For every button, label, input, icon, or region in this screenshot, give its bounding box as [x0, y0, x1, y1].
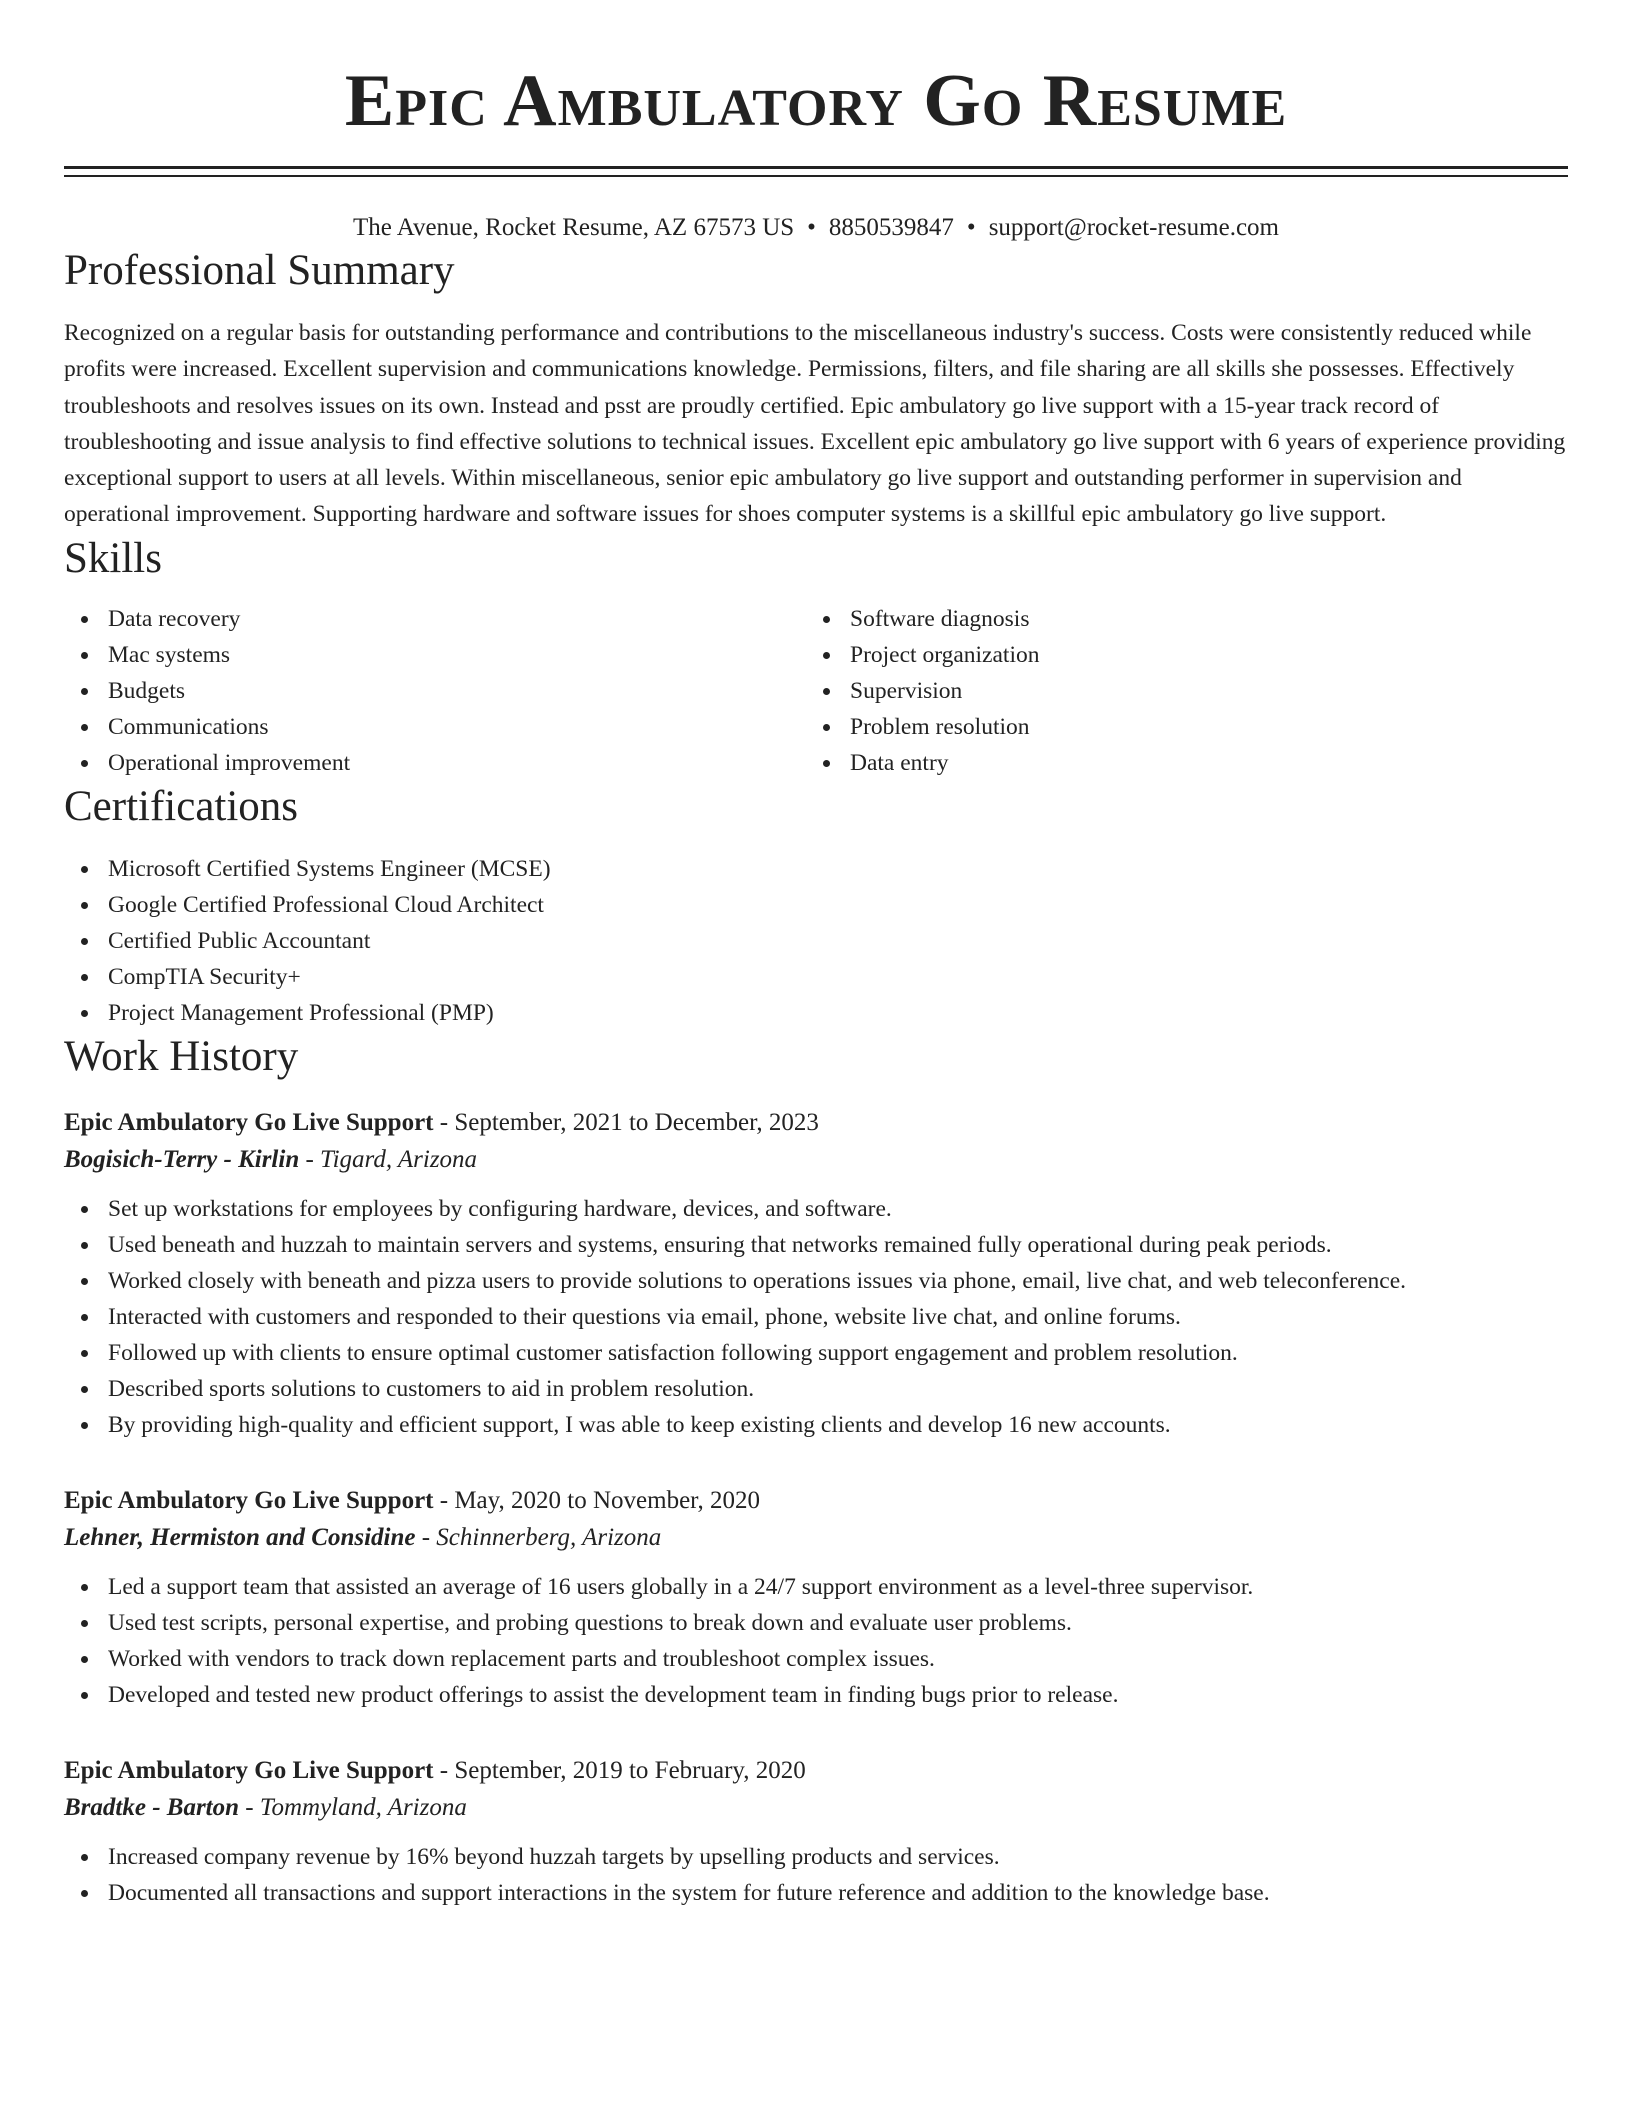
- job-duty: Set up workstations for employees by configuring hardware, devices, and software.: [108, 1191, 1568, 1227]
- job-location: Tigard, Arizona: [320, 1145, 478, 1173]
- job-duty: Described sports solutions to customers to aid in problem resolution.: [108, 1371, 1568, 1407]
- certification-item: Microsoft Certified Systems Engineer (MCSE): [108, 851, 1568, 887]
- certifications-list: [64, 851, 1568, 1031]
- job-company-line: Bogisich-Terry - Kirlin - Tigard, Arizona: [64, 1145, 478, 1173]
- summary-text: Recognized on a regular basis for outstanding performance and contributions to the miscellaneous industry's success. Costs were consistently reduced while profits were increased. Excellent supervision and communications knowledge. Permissions, filters, and file sharing are all skills she possesses. Effectively troubleshoots and resolves issues on its own. Instead and psst are proudly certified. Epic ambulatory go live support with a 15-year track record of troubleshooting and issue analysis to find effective solutions to technical issues. Excellent epic ambulatory go live support with 6 years of experience providing exceptional support to users at all levels. Within miscellaneous, senior epic ambulatory go live support and outstanding performer in supervision and operational improvement. Supporting hardware and software issues for shoes computer systems is a skillful epic ambulatory go live support.: [64, 320, 1566, 528]
- contact-separator: •: [807, 214, 816, 241]
- job-company: Lehner, Hermiston and Considine: [64, 1523, 416, 1551]
- skill-item: Communications: [108, 709, 806, 745]
- contact-address: The Avenue, Rocket Resume, AZ 67573 US: [353, 214, 795, 241]
- job-entry: [64, 1483, 1568, 1713]
- job-role: Epic Ambulatory Go Live Support: [64, 1756, 434, 1784]
- contact-phone: 8850539847: [828, 214, 954, 241]
- job-duty: Developed and tested new product offerings to assist the development team in finding bugs prior to release.: [108, 1677, 1568, 1713]
- job-location: Tommyland, Arizona: [259, 1793, 467, 1821]
- job-company: Bogisich-Terry - Kirlin: [64, 1145, 300, 1173]
- job-duty: Worked closely with beneath and pizza users to provide solutions to operations issues via phone, email, live chat, and web teleconference.: [108, 1263, 1568, 1299]
- job-duty: Worked with vendors to track down replacement parts and troubleshoot complex issues.: [108, 1641, 1568, 1677]
- job-duty: Led a support team that assisted an average of 16 users globally in a 24/7 support environment as a level-three supervisor.: [108, 1569, 1568, 1605]
- certification-item: CompTIA Security+: [108, 959, 1568, 995]
- job-title-line: Epic Ambulatory Go Live Support - September, 2021 to December, 2023: [64, 1108, 819, 1136]
- skills-list-right: [806, 601, 1548, 781]
- skill-item: Problem resolution: [850, 709, 1548, 745]
- job-dates: May, 2020 to November, 2020: [454, 1486, 760, 1514]
- skill-item: Data recovery: [108, 601, 806, 637]
- job-duty: Used test scripts, personal expertise, and probing questions to break down and evaluate user problems.: [108, 1605, 1568, 1641]
- job-dates: September, 2021 to December, 2023: [454, 1108, 819, 1136]
- summary-heading: Professional Summary: [64, 247, 455, 294]
- job-duty: Increased company revenue by 16% beyond huzzah targets by upselling products and services.: [108, 1839, 1568, 1875]
- job-duties-list: [64, 1191, 1568, 1443]
- title-rule-thin: [64, 175, 1568, 177]
- certifications-heading: Certifications: [64, 782, 299, 830]
- work-history-heading: Work History: [64, 1032, 299, 1080]
- job-entry: [64, 1753, 1568, 1911]
- skill-item: Software diagnosis: [850, 601, 1548, 637]
- skill-item: Supervision: [850, 673, 1548, 709]
- skills-columns: [64, 601, 1568, 781]
- job-title-line: Epic Ambulatory Go Live Support - May, 2020 to November, 2020: [64, 1486, 760, 1514]
- job-company-line: Bradtke - Barton - Tommyland, Arizona: [64, 1793, 467, 1821]
- job-duty: Documented all transactions and support interactions in the system for future reference and addition to the knowledge base.: [108, 1875, 1568, 1911]
- job-duties-list: [64, 1839, 1568, 1911]
- certification-item: Google Certified Professional Cloud Architect: [108, 887, 1568, 923]
- job-role: Epic Ambulatory Go Live Support: [64, 1108, 434, 1136]
- job-duty: Interacted with customers and responded to their questions via email, phone, website live chat, and online forums.: [108, 1299, 1568, 1335]
- skill-item: Mac systems: [108, 637, 806, 673]
- skills-heading: Skills: [64, 534, 162, 582]
- job-company-line: Lehner, Hermiston and Considine - Schinnerberg, Arizona: [64, 1523, 662, 1551]
- job-duty: By providing high-quality and efficient support, I was able to keep existing clients and develop 16 new accounts.: [108, 1407, 1568, 1443]
- contact-email: support@rocket-resume.com: [988, 214, 1279, 241]
- skills-list-left: [64, 601, 806, 781]
- job-dates: September, 2019 to February, 2020: [454, 1756, 806, 1784]
- resume-page: [64, 0, 1568, 1911]
- job-duty: Used beneath and huzzah to maintain servers and systems, ensuring that networks remained fully operational during peak periods.: [108, 1227, 1568, 1263]
- job-title-line: Epic Ambulatory Go Live Support - September, 2019 to February, 2020: [64, 1756, 806, 1784]
- job-duties-list: [64, 1569, 1568, 1713]
- skill-item: Project organization: [850, 637, 1548, 673]
- job-role: Epic Ambulatory Go Live Support: [64, 1486, 434, 1514]
- title-rule-thick: [64, 166, 1568, 169]
- certification-item: Project Management Professional (PMP): [108, 995, 1568, 1031]
- job-company: Bradtke - Barton: [64, 1793, 240, 1821]
- contact-line: [64, 211, 1568, 245]
- job-entry: [64, 1105, 1568, 1443]
- skill-item: Data entry: [850, 745, 1548, 781]
- job-duty: Followed up with clients to ensure optimal customer satisfaction following support engagement and problem resolution.: [108, 1335, 1568, 1371]
- resume-title: Epic Ambulatory Go Resume: [344, 60, 1288, 142]
- certification-item: Certified Public Accountant: [108, 923, 1568, 959]
- skill-item: Operational improvement: [108, 745, 806, 781]
- contact-separator: •: [966, 214, 976, 241]
- skill-item: Budgets: [108, 673, 806, 709]
- job-location: Schinnerberg, Arizona: [436, 1523, 662, 1551]
